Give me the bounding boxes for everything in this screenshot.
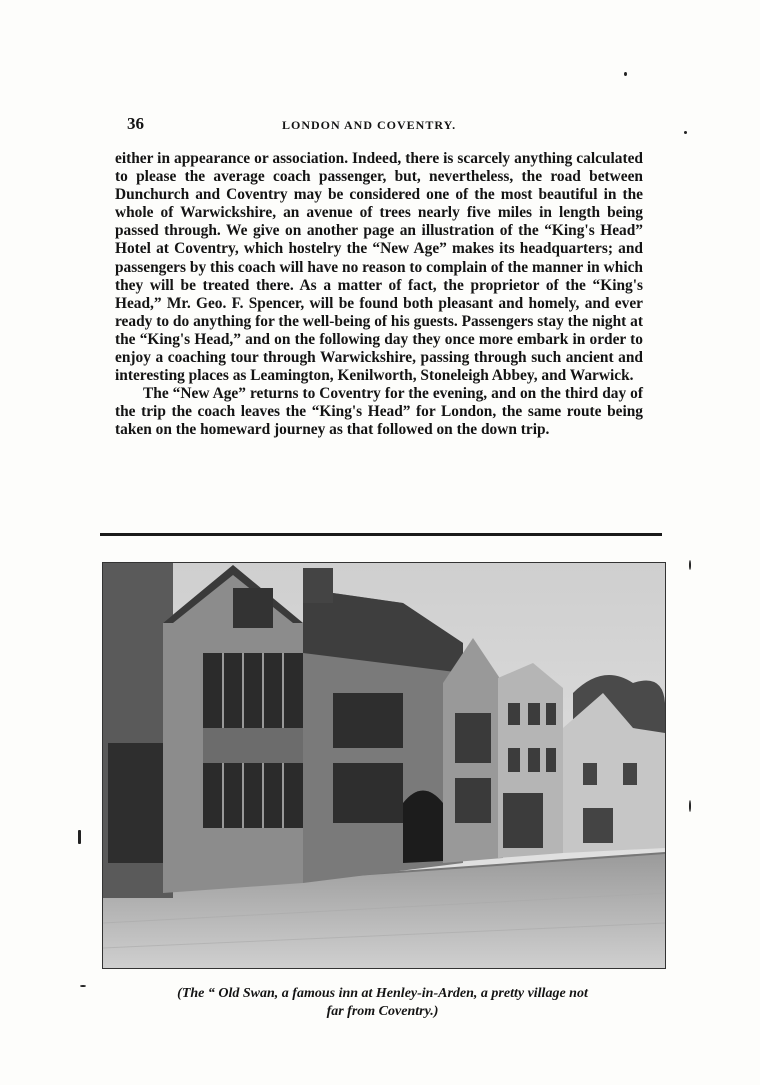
caption-line: far from Coventry.) xyxy=(326,1004,439,1019)
horizontal-rule xyxy=(100,533,662,536)
print-speck xyxy=(624,72,627,76)
print-speck xyxy=(684,131,687,134)
print-speck xyxy=(78,830,81,844)
running-title: LONDON AND COVENTRY. xyxy=(282,118,457,132)
print-speck xyxy=(689,560,691,570)
print-speck xyxy=(689,800,691,812)
paragraph: either in appearance or association. Indeed, there is scarcely anything calculated to please the average coach passenger, but, nevertheless, the road between Dunchurch and Coventry may be considered one of the most beautiful in the whole of Warwickshire, an avenue of trees nearly five miles in length being passed through. We give on another page an illustration of the “King's Head” Hotel at Coventry, which hostelry the “New Age” makes its headquarters; and passengers by this coach will have no reason to complain of the manner in which they will be treated there. As a matter of fact, the proprietor of the “King's Head,” Mr. Geo. F. Spencer, will be found both pleasant and homely, and ever ready to do anything for the well-being of his guests. Passengers stay the night at the “King's Head,” and on the following day they once more embark in order to enjoy a coaching tour through Warwickshire, passing through such ancient and interesting places as Leamington, Kenilworth, Stoneleigh Abbey, and Warwick. xyxy=(115,150,643,385)
photograph-old-swan-inn xyxy=(102,562,666,969)
body-text xyxy=(115,150,643,440)
figure-caption xyxy=(110,985,655,1021)
page-number: 36 xyxy=(127,114,144,133)
caption-line: (The “ Old Swan, a famous inn at Henley-in-Arden, a pretty village not xyxy=(177,986,588,1001)
paragraph: The “New Age” returns to Coventry for the evening, and on the third day of the trip the coach leaves the “King's Head” for London, the same route being taken on the homeward journey as that followed on the down trip. xyxy=(115,385,643,439)
print-speck xyxy=(80,985,86,987)
